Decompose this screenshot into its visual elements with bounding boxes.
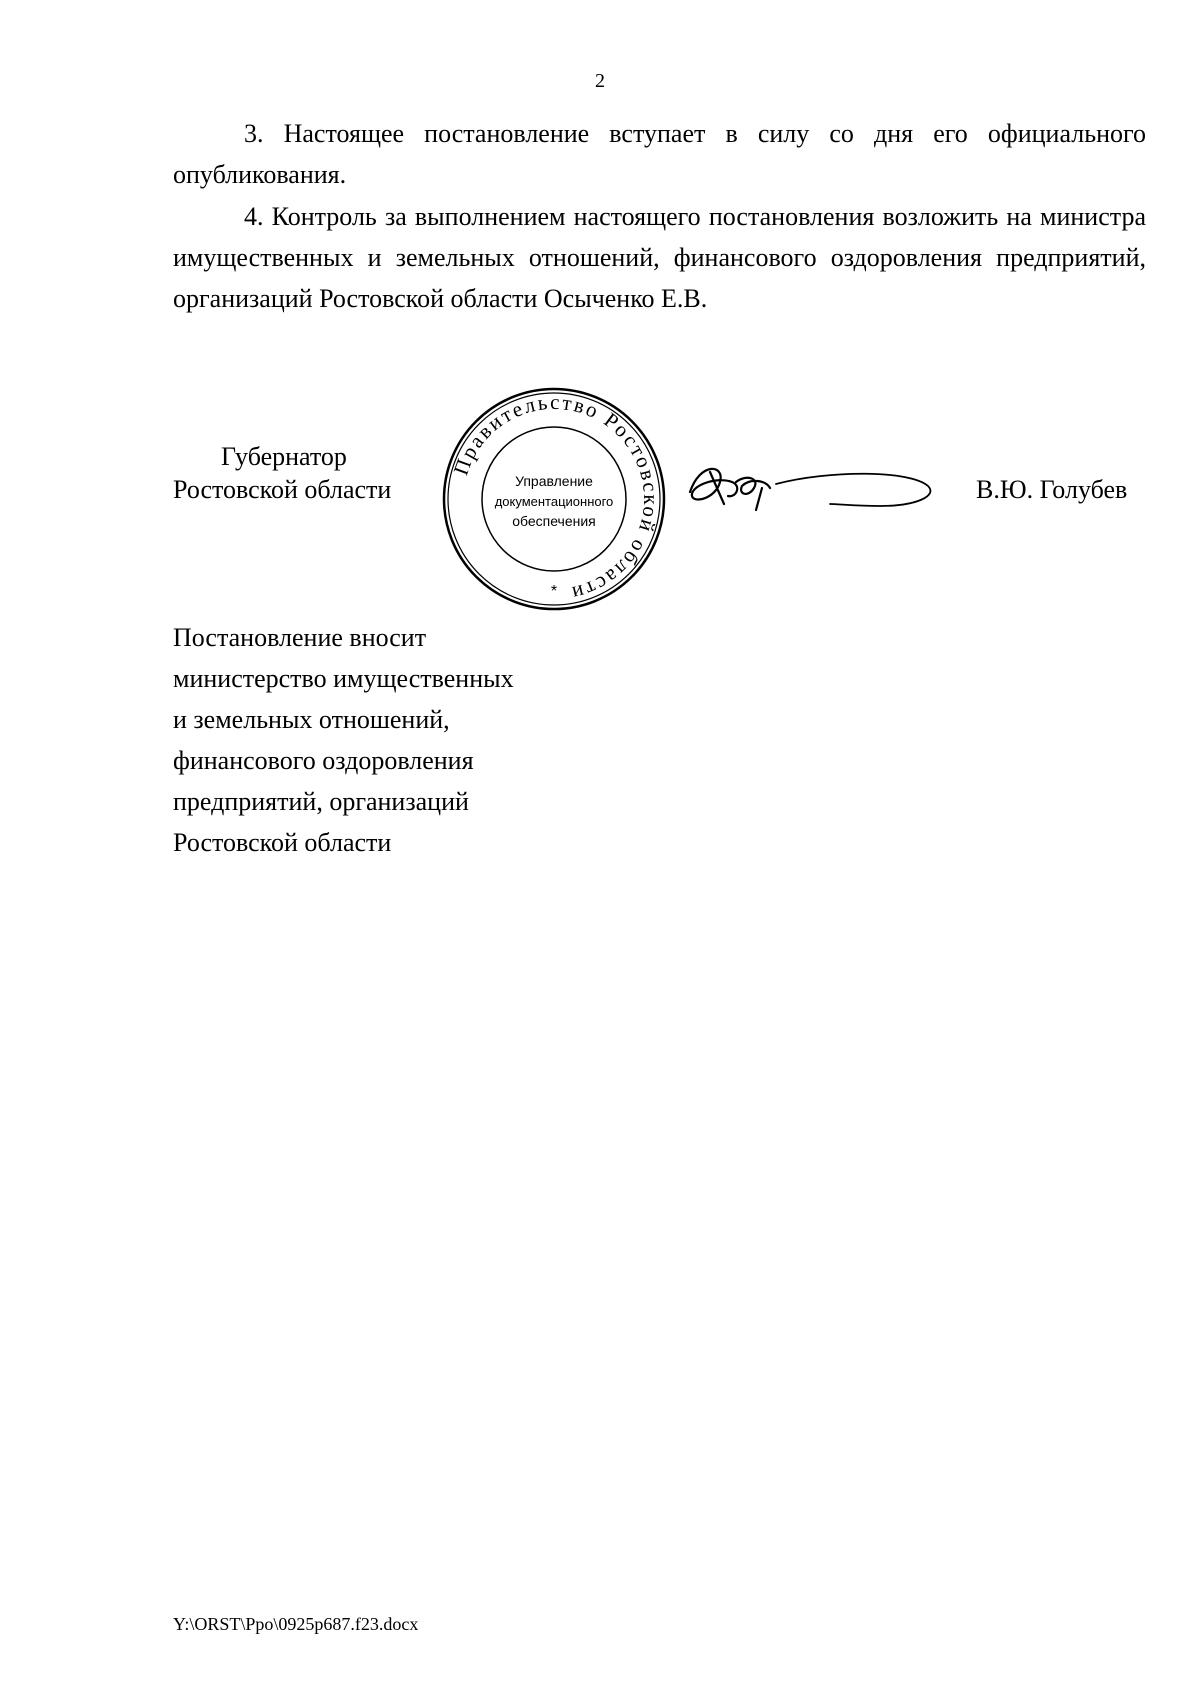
- stamp-inner-line3: обеспечения: [512, 513, 596, 529]
- submitter-line: и земельных отношений,: [173, 705, 450, 734]
- signatory-name: В.Ю. Голубев: [976, 475, 1128, 504]
- stamp-inner-line2: документационного: [494, 494, 614, 509]
- stamp-inner-line1: Управление: [515, 473, 593, 489]
- page-number: 2: [595, 70, 605, 92]
- paragraph-3: 3. Настоящее постановление вступает в силу со дня его официального опубликования.: [173, 119, 1146, 189]
- official-stamp: [441, 386, 667, 612]
- file-path: Y:\ORST\Ppo\0925p687.f23.docx: [173, 1614, 419, 1634]
- submitter-block: [173, 617, 623, 863]
- handwritten-signature: [680, 452, 940, 532]
- submitter-line: Ростовской области: [173, 828, 392, 857]
- position-region: Ростовской области: [173, 475, 392, 504]
- submitter-line: финансового оздоровления: [173, 746, 474, 775]
- stamp-outer-text: Правительство Ростовской области: [448, 389, 664, 607]
- signatory-position: [173, 440, 433, 506]
- stamp-star: *: [550, 583, 558, 600]
- position-title: Губернатор: [221, 442, 347, 471]
- submitter-line: Постановление вносит: [173, 623, 427, 652]
- submitter-line: предприятий, организаций: [173, 787, 469, 816]
- paragraph-4: 4. Контроль за выполнением настоящего постановления возложить на министра имущественных и земельных отношений, финансового оздоровления предприятий, организаций Ростовской области Осыченко Е.В.: [173, 202, 1146, 313]
- submitter-line: министерство имущественных: [173, 664, 514, 693]
